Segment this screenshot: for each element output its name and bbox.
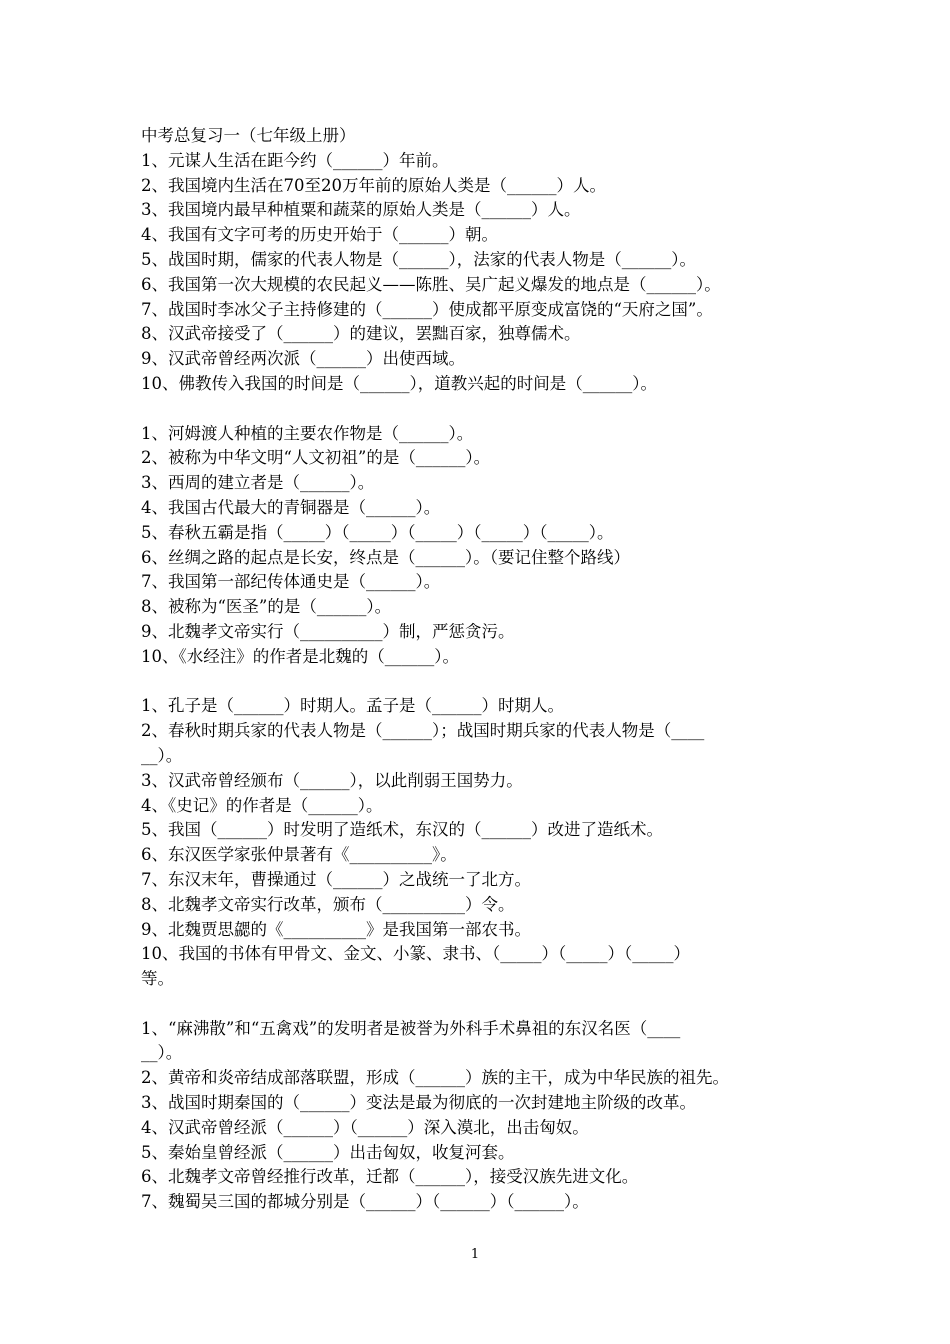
question-line: 8、北魏孝文帝实行改革，颁布（__________）令。 — [141, 894, 515, 914]
question-line: 4、汉武帝曾经派（______）（______）深入漠北，出击匈奴。 — [141, 1117, 589, 1137]
section-spacer — [141, 397, 821, 422]
question-line: 10、佛教传入我国的时间是（______），道教兴起的时间是（______）。 — [141, 373, 657, 393]
question-line: 6、东汉医学家张仲景著有《__________》。 — [141, 845, 457, 865]
question-section-4 — [141, 1017, 821, 1215]
question-line: 5、春秋五霸是指（_____）（_____）（_____）（_____）（_____）。 — [141, 522, 614, 542]
section-spacer — [141, 670, 821, 695]
question-line: 8、被称为“医圣”的是（______）。 — [141, 597, 392, 617]
question-line: 10、《水经注》的作者是北魏的（______）。 — [141, 646, 459, 666]
question-line: 6、北魏孝文帝曾经推行改革，迁都（______），接受汉族先进文化。 — [141, 1167, 639, 1187]
question-line: 3、战国时期秦国的（______）变法是最为彻底的一次封建地主阶级的改革。 — [141, 1093, 696, 1113]
question-line: 3、西周的建立者是（______）。 — [141, 473, 375, 493]
question-line: 2、黄帝和炎帝结成部落联盟，形成（______）族的主干，成为中华民族的祖先。 — [141, 1068, 729, 1088]
question-line: 6、丝绸之路的起点是长安，终点是（______）。（要记住整个路线） — [141, 547, 630, 567]
section-spacer — [141, 992, 821, 1017]
question-line: 8、汉武帝接受了（______）的建议，罢黜百家，独尊儒术。 — [141, 324, 581, 344]
question-line: 10、我国的书体有甲骨文、金文、小篆、隶书、（_____）（_____）（_____） — [141, 944, 690, 964]
question-line: 5、秦始皇曾经派（______）出击匈奴，收复河套。 — [141, 1142, 515, 1162]
question-section-2 — [141, 422, 821, 670]
question-line-continuation: __）。 — [141, 745, 183, 765]
question-line-continuation: __）。 — [141, 1043, 183, 1063]
question-section-3 — [141, 694, 821, 992]
question-line: 3、我国境内最早种植粟和蔬菜的原始人类是（______）人。 — [141, 200, 581, 220]
question-line: 3、汉武帝曾经颁布（______），以此削弱王国势力。 — [141, 770, 523, 790]
question-line: 5、我国（______）时发明了造纸术，东汉的（______）改进了造纸术。 — [141, 820, 663, 840]
question-line-continuation: 等。 — [141, 969, 174, 989]
page-number: 1 — [470, 1247, 480, 1262]
question-section-1 — [141, 149, 821, 397]
question-line: 4、我国古代最大的青铜器是（______）。 — [141, 497, 441, 517]
question-line: 1、河姆渡人种植的主要农作物是（______）。 — [141, 423, 474, 443]
question-line: 1、“麻沸散”和“五禽戏”的发明者是被誉为外科手术鼻祖的东汉名医（____ — [141, 1018, 681, 1038]
question-line: 4、《史记》的作者是（______）。 — [141, 795, 383, 815]
question-line: 7、战国时李冰父子主持修建的（______）使成都平原变成富饶的“天府之国”。 — [141, 299, 713, 319]
question-line: 2、被称为中华文明“人文初祖”的是（______）。 — [141, 448, 491, 468]
question-line: 9、汉武帝曾经两次派（______）出使西域。 — [141, 349, 465, 369]
question-line: 2、春秋时期兵家的代表人物是（______）；战国时期兵家的代表人物是（____ — [141, 721, 705, 741]
question-line: 6、我国第一次大规模的农民起义——陈胜、吴广起义爆发的地点是（______）。 — [141, 274, 721, 294]
question-line: 9、北魏贾思勰的《__________》是我国第一部农书。 — [141, 919, 531, 939]
question-line: 7、东汉末年，曹操通过（______）之战统一了北方。 — [141, 869, 531, 889]
question-line: 1、孔子是（______）时期人。孟子是（______）时期人。 — [141, 696, 564, 716]
question-line: 5、战国时期，儒家的代表人物是（______），法家的代表人物是（______）。 — [141, 249, 696, 269]
document-body — [141, 124, 821, 1215]
question-line: 7、我国第一部纪传体通史是（______）。 — [141, 572, 441, 592]
question-line: 4、我国有文字可考的历史开始于（______）朝。 — [141, 225, 498, 245]
page-title: 中考总复习一（七年级上册） — [141, 126, 356, 145]
question-line: 9、北魏孝文帝实行（__________）制，严惩贪污。 — [141, 621, 515, 641]
question-line: 2、我国境内生活在70至20万年前的原始人类是（______）人。 — [141, 175, 606, 195]
question-line: 7、魏蜀吴三国的都城分别是（______）（______）（______）。 — [141, 1192, 589, 1212]
question-line: 1、元谋人生活在距今约（______）年前。 — [141, 150, 449, 170]
